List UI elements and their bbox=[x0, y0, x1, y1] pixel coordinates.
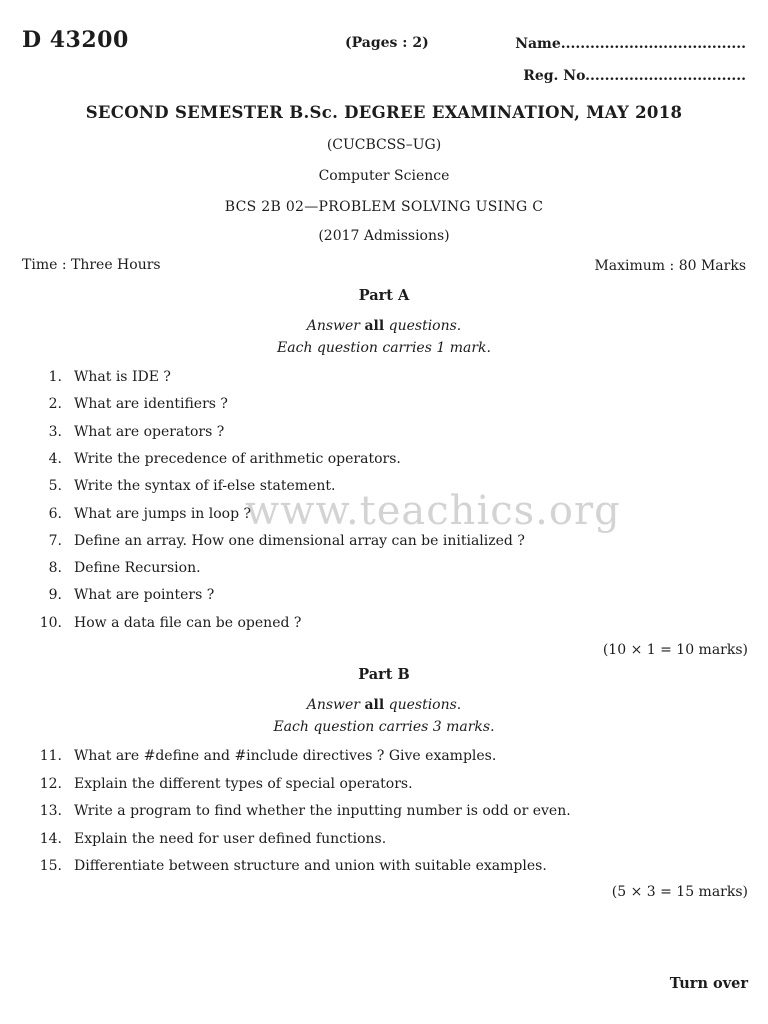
watermark: www.teachics.org bbox=[245, 488, 621, 534]
exam-title: SECOND SEMESTER B.Sc. DEGREE EXAMINATION, MAY 2018 bbox=[85, 103, 683, 122]
question-item: 1. What is IDE ? bbox=[48, 369, 171, 385]
maximum-marks: Maximum : 80 Marks bbox=[594, 258, 746, 274]
question-item: 15. Differentiate between structure and union with suitable examples. bbox=[39, 858, 547, 874]
question-item: 12. Explain the different types of special operators. bbox=[39, 776, 413, 792]
part-a-instruction: Answer all questions. bbox=[306, 318, 462, 334]
question-item: 14. Explain the need for user defined functions. bbox=[39, 831, 387, 847]
name-field: Name...................................... bbox=[515, 36, 746, 52]
part-a-heading: Part A bbox=[358, 287, 410, 304]
question-item: 8. Define Recursion. bbox=[48, 560, 201, 576]
admissions-year: (2017 Admissions) bbox=[318, 228, 450, 244]
exam-subject: Computer Science bbox=[318, 168, 450, 184]
question-item: 7. Define an array. How one dimensional array can be initialized ? bbox=[48, 533, 525, 549]
part-b-instruction: Answer all questions. bbox=[306, 697, 462, 713]
paper-code: D 43200 bbox=[22, 27, 129, 53]
part-a-marks-instruction: Each question carries 1 mark. bbox=[277, 340, 491, 356]
part-a-marks-total: (10 × 1 = 10 marks) bbox=[602, 642, 748, 658]
question-item: 2. What are identifiers ? bbox=[48, 396, 228, 412]
question-item: 4. Write the precedence of arithmetic operators. bbox=[48, 451, 401, 467]
turn-over-note: Turn over bbox=[669, 975, 748, 992]
question-item: 13. Write a program to find whether the inputting number is odd or even. bbox=[39, 803, 571, 819]
question-item: 11. What are #define and #include directives ? Give examples. bbox=[39, 748, 497, 764]
page-count: (Pages : 2) bbox=[345, 35, 429, 51]
question-item: 3. What are operators ? bbox=[48, 424, 225, 440]
question-item: 6. What are jumps in loop ? bbox=[48, 506, 252, 522]
course-title: BCS 2B 02—PROBLEM SOLVING USING C bbox=[224, 199, 544, 215]
part-b-marks-total: (5 × 3 = 15 marks) bbox=[611, 884, 748, 900]
reg-number-field: Reg. No................................. bbox=[523, 68, 746, 84]
exam-scheme: (CUCBCSS–UG) bbox=[326, 137, 442, 153]
question-item: 10. How a data file can be opened ? bbox=[39, 615, 302, 631]
time-allowed: Time : Three Hours bbox=[22, 257, 161, 273]
question-item: 5. Write the syntax of if-else statement. bbox=[48, 478, 336, 494]
part-b-marks-instruction: Each question carries 3 marks. bbox=[273, 719, 495, 735]
part-b-heading: Part B bbox=[358, 666, 410, 683]
question-item: 9. What are pointers ? bbox=[48, 587, 215, 603]
